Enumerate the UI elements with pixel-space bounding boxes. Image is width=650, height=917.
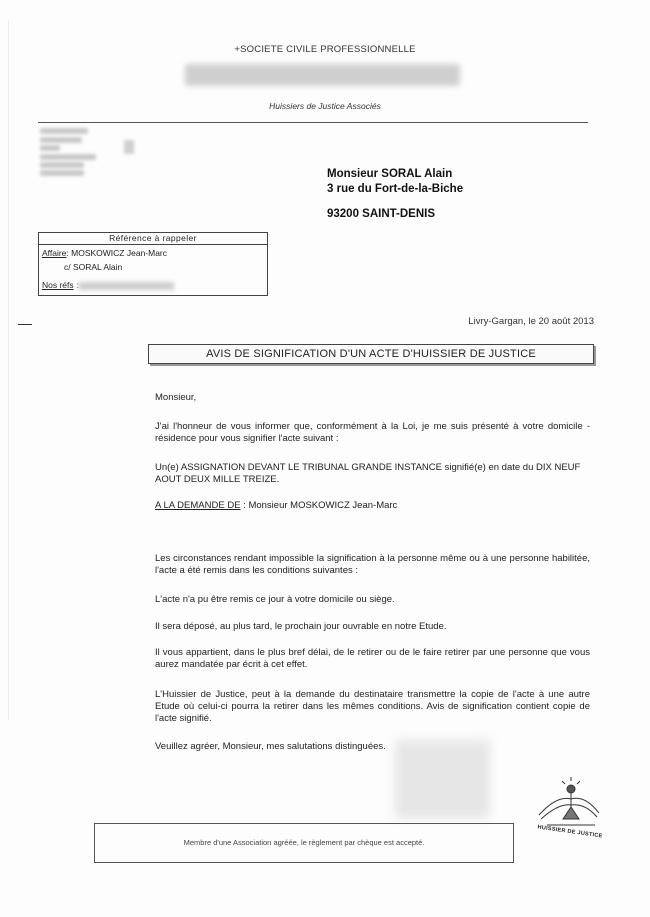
reference-refs [42,280,79,290]
recipient-name: Monsieur SORAL Alain [327,168,453,180]
paragraph-remise: L'acte n'a pu être remis ce jour à votre domicile ou siège. [155,594,395,605]
redacted-signature [395,740,490,818]
recipient-street: 3 rue du Fort-de-la-Biche [327,183,464,195]
paragraph-depot: Il sera déposé, au plus tard, le prochain jour ouvrable en notre Etude. [155,621,447,632]
closing: Veuillez agréer, Monsieur, mes salutations distinguées. [155,741,386,752]
paragraph-retrait: Il vous appartient, dans le plus bref délai, de le retirer ou de le faire retirer par une personne que vous aurez mandatée par écrit à cet effet. [155,647,590,670]
paragraph-intro: J'ai l'honneur de vous informer que, conformément à la Loi, je me suis présenté à votre domicile - résidence pour vous signifier l'acte suivant : [155,421,590,444]
recipient-city: 93200 SAINT-DENIS [327,208,436,220]
refs-label: Nos réfs [42,280,74,290]
affaire-value: : MOSKOWICZ Jean-Marc [66,248,168,258]
reference-box [38,232,268,296]
paragraph-circonstances: Les circonstances rendant impossible la signification à la personne même ou à une personne habilitée, l'acte a été remis dans les conditions suivantes : [155,553,590,576]
header-divider [38,122,588,123]
document-title: AVIS DE SIGNIFICATION D'UN ACTE D'HUISSIER DE JUSTICE [148,344,594,364]
redacted-refs [76,280,174,290]
footer-notice: Membre d'une Association agréée, le règlement par chèque est accepté. [94,823,514,863]
demande-value: : Monsieur MOSKOWICZ Jean-Marc [240,500,398,511]
firm-type: +SOCIETE CIVILE PROFESSIONNELLE [234,44,416,55]
scan-edge [8,20,9,720]
redacted-firm-names [185,64,460,86]
reference-title: Référence à rappeler [39,233,267,245]
fold-mark [18,324,32,325]
salutation: Monsieur, [155,392,197,403]
place-date: Livry-Gargan, le 20 août 2013 [468,316,594,327]
reference-contre: c/ SORAL Alain [64,262,123,272]
paragraph-acte: Un(e) ASSIGNATION DEVANT LE TRIBUNAL GRANDE INSTANCE signifié(e) en date du DIX NEUF AOUT DEUX MILLE TREIZE. [155,462,581,485]
paragraph-transmission: L'Huissier de Justice, peut à la demande du destinataire transmettre la copie de l'acte à une autre Etude où celui-ci pourra la retirer dans les mêmes conditions. Avis de signification contient copie de l'acte signifié. [155,689,590,724]
huissier-emblem-icon [527,773,609,843]
affaire-label: Affaire [42,248,67,258]
paragraph-demande [155,500,590,512]
refs-separator: : [76,280,80,290]
reference-affaire [42,248,167,258]
logo-text: HUISSIER DE JUSTICE [537,824,603,840]
demande-label: A LA DEMANDE DE [155,500,241,511]
firm-subtitle: Huissiers de Justice Associés [269,101,381,111]
